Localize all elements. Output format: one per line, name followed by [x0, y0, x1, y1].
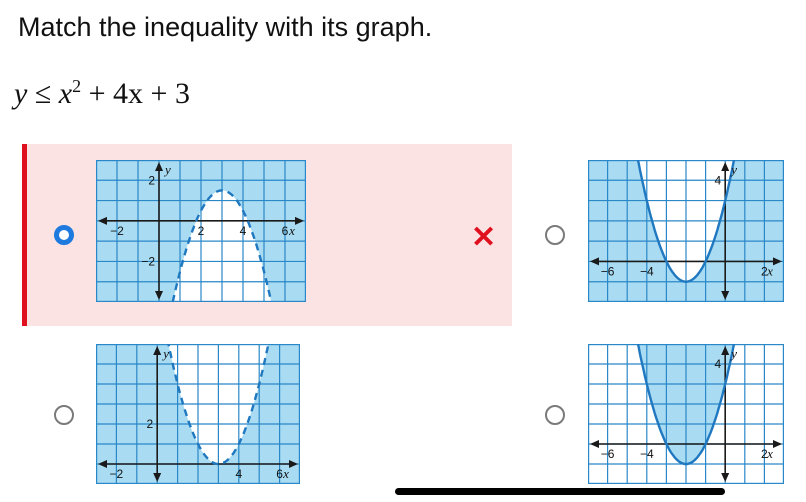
inequality-operator: ≤: [34, 77, 52, 110]
option-c-radio[interactable]: [54, 405, 74, 425]
x-tick-label: 2: [761, 264, 768, 279]
x-axis-label: x: [767, 263, 773, 279]
y-tick-label: 2: [148, 173, 155, 188]
inequality-lhs: y: [14, 77, 28, 110]
option-a-radio[interactable]: [54, 225, 74, 245]
x-tick-label: 2: [197, 223, 205, 238]
y-tick-label: 4: [714, 173, 722, 188]
option-b-radio[interactable]: [545, 225, 565, 245]
y-tick-label: 4: [714, 357, 722, 371]
inequality-exponent: 2: [72, 76, 82, 96]
option-a-graph[interactable]: [96, 160, 306, 302]
x-tick-label: −6: [600, 264, 615, 279]
x-tick-label: 4: [235, 467, 243, 481]
inequality-expression: [14, 76, 190, 111]
y-axis-label: y: [731, 162, 737, 177]
x-axis-label: x: [283, 466, 289, 481]
x-tick-label: 6: [276, 467, 283, 481]
option-b-graph[interactable]: [588, 160, 784, 302]
x-tick-label: 6: [281, 223, 289, 238]
x-tick-label: −4: [639, 264, 654, 279]
option-d-radio[interactable]: [545, 405, 565, 425]
y-tick-label: −2: [141, 254, 155, 269]
x-axis-label: x: [767, 446, 773, 461]
x-axis-label: x: [289, 222, 295, 238]
x-tick-label: 2: [761, 447, 768, 461]
home-indicator: [395, 488, 725, 495]
option-d-graph[interactable]: [588, 344, 784, 484]
x-tick-label: −6: [600, 447, 615, 461]
y-axis-label: y: [163, 346, 169, 361]
y-axis-label: y: [165, 162, 171, 177]
inequality-base: x: [58, 77, 73, 110]
inequality-rest: + 4x + 3: [88, 77, 190, 110]
y-tick-label: 2: [146, 417, 154, 431]
y-axis-label: y: [731, 346, 737, 361]
x-tick-label: −2: [109, 467, 124, 481]
option-c-graph[interactable]: [96, 344, 300, 484]
question-prompt: Match the inequality with its graph.: [18, 12, 433, 42]
x-tick-label: −4: [639, 447, 654, 461]
incorrect-x-icon: ✕: [471, 221, 497, 254]
incorrect-indicator-bar: [22, 144, 27, 326]
x-tick-label: 4: [239, 223, 247, 238]
x-tick-label: −2: [110, 223, 124, 238]
